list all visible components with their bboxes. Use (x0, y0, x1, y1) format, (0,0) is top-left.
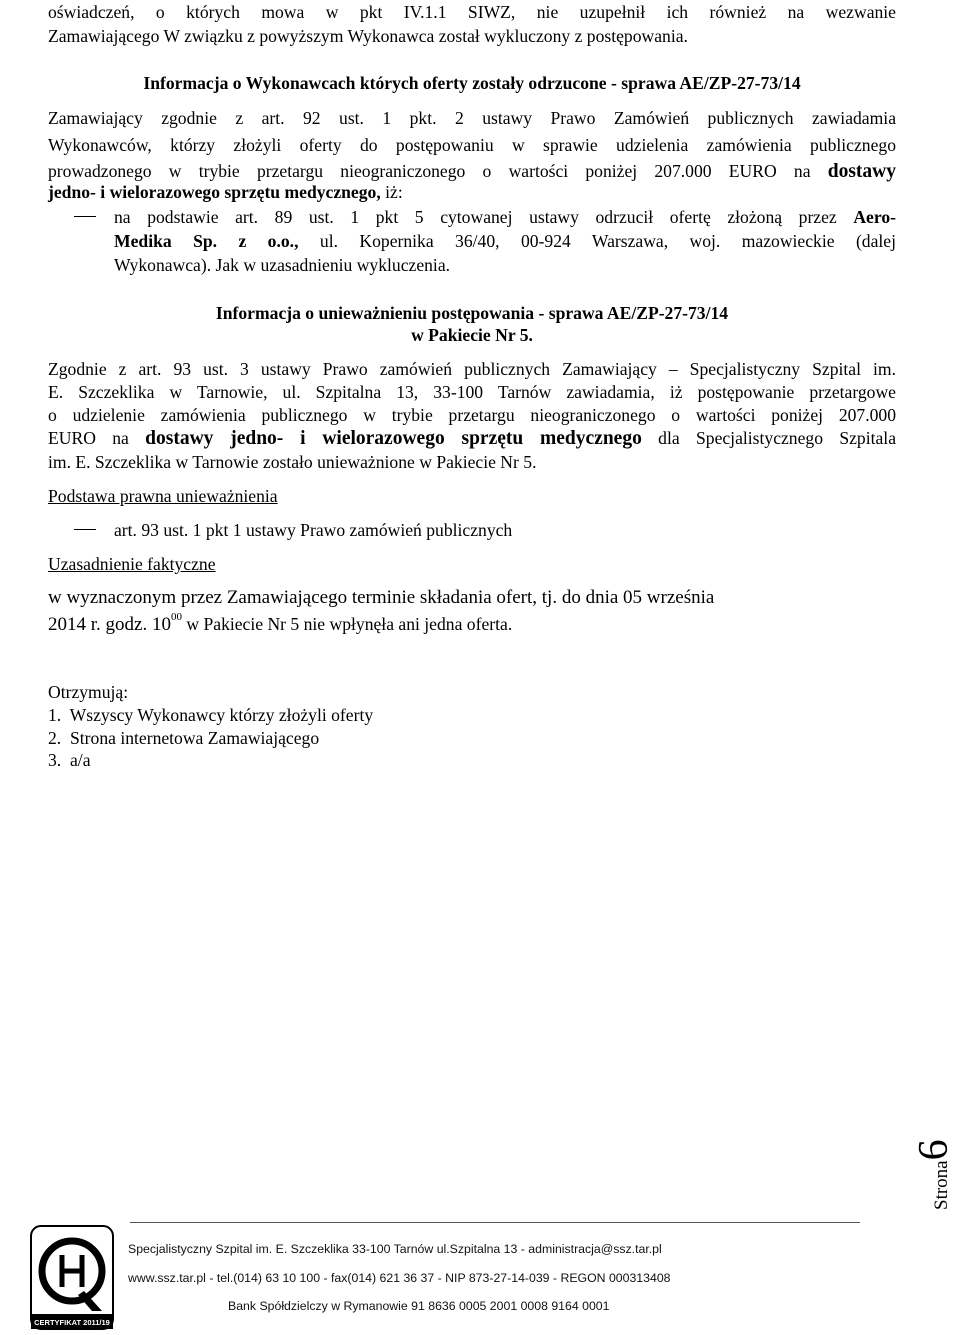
list-dash (74, 216, 96, 217)
certificate-text: CERTYFIKAT 2011/19 (34, 1318, 110, 1327)
paragraph-line: E. Szczeklika w Tarnowie, ul. Szpitalna 13, 33-100 Tarnów zawiadamia, iż postępowanie przetargowe (48, 382, 896, 402)
paragraph-line: prowadzonego w trybie przetargu nieograniczonego o wartości poniżej 207.000 EURO na dostawy (48, 161, 896, 182)
paragraph-line: im. E. Szczeklika w Tarnowie zostało unieważnione w Pakiecie Nr 5. (48, 452, 537, 472)
footer-divider (130, 1222, 860, 1223)
legal-basis-heading: Podstawa prawna unieważnienia (48, 486, 278, 506)
paragraph-line: Zamawiający zgodnie z art. 92 ust. 1 pkt. 2 ustawy Prawo Zamówień publicznych zawiadamia (48, 108, 896, 128)
page-number-label (906, 1120, 960, 1210)
justification-line-2: 2014 r. godz. $10^{00}$ w Pakiecie Nr 5 nie wpłynęła ani jedna oferta. (48, 610, 513, 635)
footer-address: Specjalistyczny Szpital im. E. Szczeklika 33-100 Tarnów ul.Szpitalna 13 - administracja@ssz.tar.pl (128, 1242, 662, 1256)
quality-certificate-logo (30, 1225, 114, 1330)
rejection-item-line-1: na podstawie art. 89 ust. 1 pkt 5 cytowanej ustawy odrzucił ofertę złożoną przez Aero- (114, 207, 896, 227)
page-label-word: Strona (931, 1160, 952, 1210)
recipients-heading: Otrzymują: (48, 682, 129, 702)
recipient-item: 2. Strona internetowa Zamawiającego (48, 728, 320, 748)
section-heading-cancellation: Informacja o unieważnieniu postępowania - sprawa AE/ZP-27-73/14 (215, 303, 729, 323)
recipient-item: 3. a/a (48, 750, 91, 770)
paragraph-line: Wykonawców, którzy złożyli oferty do postępowaniu w sprawie udzielenia zamówienia publicznego (48, 135, 896, 155)
paragraph-line: EURO na dostawy jedno- i wielorazowego sprzętu medycznego dla Specjalistycznego Szpitala (48, 428, 897, 449)
section-heading-rejected-offers: Informacja o Wykonawcach których oferty zostały odrzucone - sprawa AE/ZP-27-73/14 (143, 73, 801, 93)
legal-basis-item: art. 93 ust. 1 pkt 1 ustawy Prawo zamówień publicznych (114, 520, 513, 540)
paragraph-line: jedno- i wielorazowego sprzętu medycznego, iż: (48, 182, 403, 202)
footer-contact: www.ssz.tar.pl - tel.(014) 63 10 100 - fax(014) 621 36 37 - NIP 873-27-14-039 - REGON 000313408 (128, 1271, 671, 1285)
rejection-item-line-2: Medika Sp. z o.o., ul. Kopernika 36/40, 00-924 Warszawa, woj. mazowieckie (dalej (114, 231, 897, 251)
recipient-item: 1. Wszyscy Wykonawcy którzy złożyli oferty (48, 705, 374, 725)
footer-bank: Bank Spółdzielczy w Rymanowie 91 8636 0005 2001 0008 9164 0001 (228, 1299, 610, 1313)
paragraph-line: o udzielenie zamówienia publicznego w trybie przetargu nieograniczonego o wartości poniżej 207.000 (48, 405, 896, 425)
factual-justification-heading: Uzasadnienie faktyczne (48, 554, 216, 574)
justification-line-1: w wyznaczonym przez Zamawiającego terminie składania ofert, tj. do dnia 05 września (48, 587, 715, 608)
page-number: 6 (911, 1139, 957, 1161)
rejection-item-line-3: Wykonawca). Jak w uzasadnieniu wykluczenia. (114, 255, 451, 275)
list-dash (74, 529, 96, 530)
paragraph-line: Zgodnie z art. 93 ust. 3 ustawy Prawo zamówień publicznych Zamawiający – Specjalistyczny Szpital im. (48, 359, 896, 379)
section-heading-package: w Pakiecie Nr 5. (411, 325, 533, 345)
top-text-line-2: Zamawiającego W związku z powyższym Wykonawca został wykluczony z postępowania. (48, 26, 688, 46)
top-text-line-1: oświadczeń, o których mowa w pkt IV.1.1 SIWZ, nie uzupełnił ich również na wezwanie (48, 2, 896, 22)
